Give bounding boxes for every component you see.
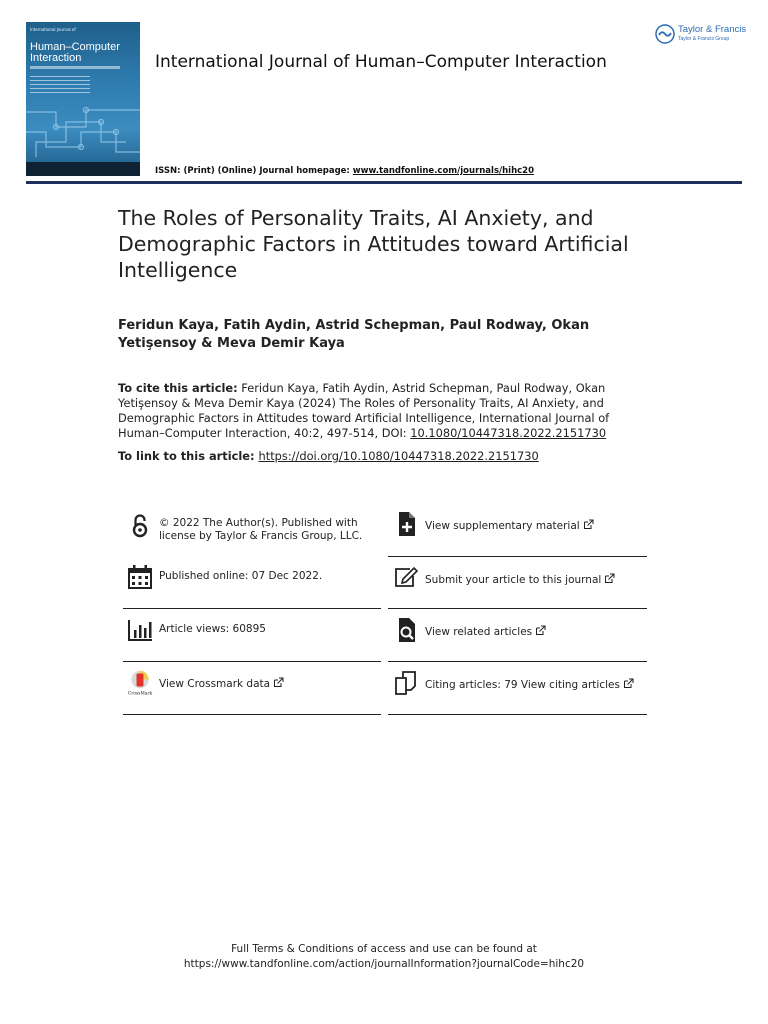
external-link-icon (273, 677, 284, 688)
grid-divider (388, 608, 647, 609)
article-views: Article views: 60895 (159, 623, 266, 635)
crossmark-link[interactable] (159, 677, 379, 691)
logo-subtitle: Taylor & Francis Group (678, 36, 730, 42)
grid-divider (388, 556, 647, 557)
citing-documents-icon (393, 670, 419, 696)
header-rule (26, 181, 742, 184)
article-title: The Roles of Personality Traits, AI Anxiety, and Demographic Factors in Attitudes toward Artificial Intelligence (118, 206, 629, 282)
supplementary-link[interactable] (425, 519, 645, 533)
external-link-icon (623, 678, 634, 689)
citing-link[interactable] (425, 678, 645, 692)
citation-doi-link[interactable]: 10.1080/10447318.2022.2151730 (410, 426, 607, 440)
issn-label: ISSN: (Print) (Online) Journal homepage: (155, 166, 353, 176)
article-authors: Feridun Kaya, Fatih Aydin, Astrid Schepman, Paul Rodway, Okan Yetişensoy & Meva Demir Kaya (118, 318, 590, 351)
taylor-francis-logo[interactable] (655, 22, 750, 48)
journal-title: International Journal of Human–Computer Interaction (155, 52, 607, 72)
external-link-icon (583, 519, 594, 530)
journal-homepage-link[interactable]: www.tandfonline.com/journals/hihc20 (352, 166, 535, 176)
citation-block (118, 381, 653, 441)
citation-label: To cite this article: (118, 381, 238, 395)
citing-label: Citing articles: 79 View citing articles (425, 679, 620, 691)
submit-link[interactable] (425, 573, 645, 587)
related-label: View related articles (425, 626, 533, 638)
grid-divider (388, 714, 647, 715)
external-link-icon (535, 625, 546, 636)
logo-name: Taylor & Francis (678, 24, 747, 35)
crossmark-label: View Crossmark data (159, 678, 271, 690)
grid-divider (123, 661, 381, 662)
journal-cover-image (26, 22, 140, 176)
article-link-label: To link to this article: (118, 449, 259, 463)
calendar-icon (127, 564, 153, 590)
cover-title: Human–Computer Interaction (30, 41, 120, 64)
supplementary-file-icon (393, 511, 419, 537)
license-row (123, 513, 381, 565)
crossmark-icon (127, 670, 153, 696)
edit-pencil-icon (393, 564, 419, 590)
terms-line: Full Terms & Conditions of access and use can be found at (231, 943, 537, 955)
article-doi-url[interactable]: https://doi.org/10.1080/10447318.2022.2151730 (258, 449, 539, 463)
grid-divider (123, 714, 381, 715)
terms-url[interactable]: https://www.tandfonline.com/action/journalInformation?journalCode=hihc20 (183, 958, 585, 970)
citation-text: Feridun Kaya, Fatih Aydin, Astrid Schepman, Paul Rodway, Okan Yetişensoy & Meva Demir Kaya (2024) The Roles of Personality Traits, AI Anxiety, and Demographic Factors in Attitudes toward Artificial Intelligence, International Journal of Human–Computer Interaction, 40:2, 497-514, DOI: (118, 381, 610, 440)
related-link[interactable] (425, 625, 645, 639)
bar-chart-icon (127, 617, 153, 643)
cover-small-text: International Journal of (30, 27, 76, 32)
external-link-icon (604, 573, 615, 584)
taylor-francis-logo-icon (655, 24, 675, 44)
document-search-icon (393, 617, 419, 643)
cover-lines (30, 76, 90, 94)
supplementary-label: View supplementary material (425, 520, 580, 532)
grid-divider (388, 661, 647, 662)
cover-circuit-graphic (26, 102, 140, 162)
open-access-icon (127, 513, 153, 539)
license-text: © 2022 The Author(s). Published with license by Taylor & Francis Group, LLC. (159, 517, 363, 542)
terms-footer (0, 942, 768, 972)
issn-line (155, 166, 534, 176)
cover-footer-band (26, 162, 140, 176)
published-date: Published online: 07 Dec 2022. (159, 570, 323, 582)
article-link-block (118, 449, 653, 464)
cover-bar (30, 66, 120, 69)
submit-label: Submit your article to this journal (425, 574, 602, 586)
grid-divider (123, 608, 381, 609)
crossmark-logo-text: CrossMark (127, 691, 153, 696)
